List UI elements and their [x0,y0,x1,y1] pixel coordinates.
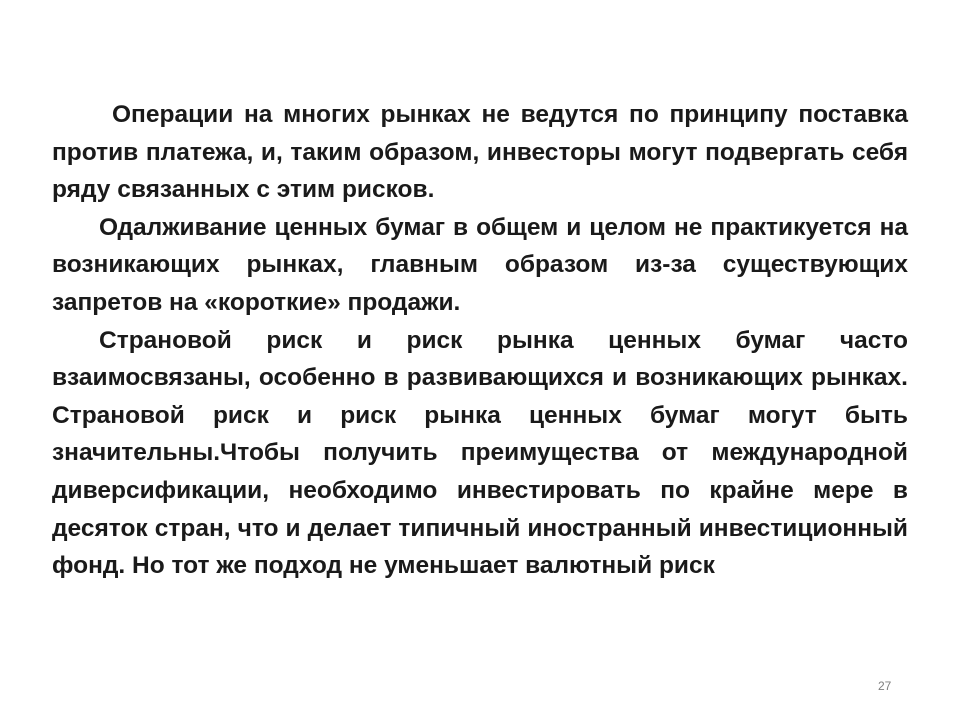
paragraph-settlement-risk: Операции на многих рынках не ведутся по принципу поставка против платежа, и, таким образом, инвесторы могут подвергать себя ряду связанных с этим рисков. [52,101,908,204]
slide-body-text [52,96,908,585]
paragraph-country-risk: Страновой риск и риск рынка ценных бумаг часто взаимосвязаны, особенно в развивающихся и возникающих рынках. Страновой риск и риск рынка ценных бумаг могут быть значительны.Чтобы получить преимущества от международной диверсификации, необходимо инвестировать по крайне мере в десяток стран, что и делает типичный иностранный инвестиционный фонд. Но тот же подход не уменьшает валютный риск [52,326,908,580]
paragraph-securities-lending: Одалживание ценных бумаг в общем и целом не практикуется на возникающих рынках, главным образом из-за существующих запретов на «короткие» продажи. [52,213,908,316]
page-number: 27 [878,679,892,693]
